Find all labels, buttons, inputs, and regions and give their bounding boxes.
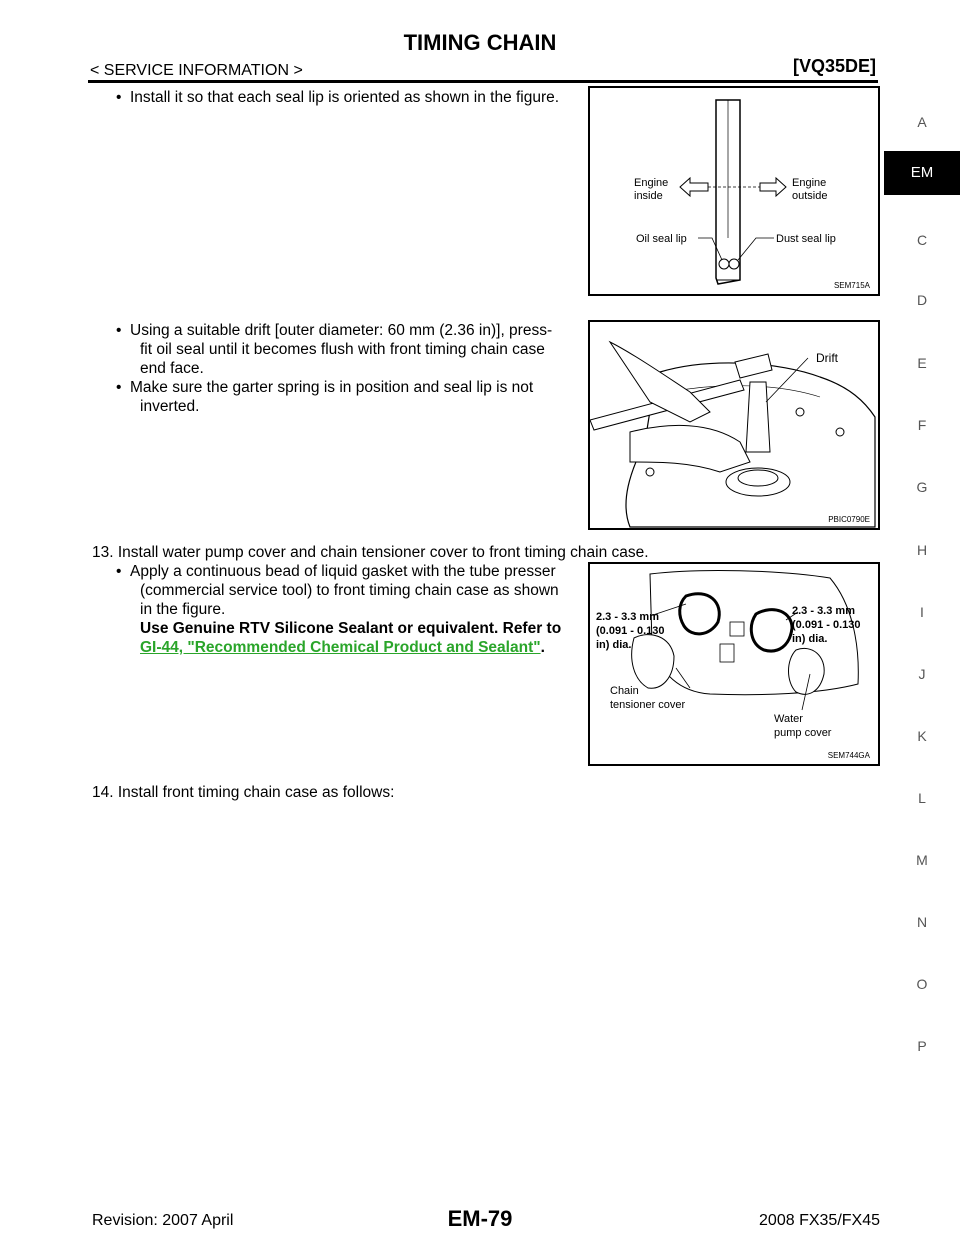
figure-seal-lip [588,86,880,296]
instruction-line: Use Genuine RTV Silicone Sealant or equivalent. Refer to [140,620,562,637]
drift-diagram [590,322,878,528]
label-engine-outside: Engine [792,177,827,189]
label-engine-inside: inside [634,190,663,202]
label-drift: Drift [816,351,838,365]
revision-label: Revision: 2007 April [92,1212,234,1229]
step-13: 13. Install water pump cover and chain tensioner cover to front timing chain case. [92,544,649,561]
model-label: 2008 FX35/FX45 [759,1212,880,1229]
label-engine-inside: Engine [634,177,669,189]
index-tab-h[interactable]: H [916,542,928,558]
step-14: 14. Install front timing chain case as follows: [92,784,395,801]
figure-sealant [588,562,880,766]
section-label: < SERVICE INFORMATION > [90,62,303,79]
index-tab-o[interactable]: O [916,976,928,992]
index-tab-c[interactable]: C [916,232,928,248]
instruction-line: fit oil seal until it becomes flush with front timing chain case [140,341,545,358]
page-title: TIMING CHAIN [403,30,557,55]
index-tab-d[interactable]: D [916,292,928,308]
label-dim-right: (0.091 - 0.130 [792,619,861,631]
index-tab-j[interactable]: J [918,666,926,682]
label-dust-seal-lip: Dust seal lip [776,233,836,245]
label-chain-tensioner: tensioner cover [610,699,686,711]
index-tab-n[interactable]: N [916,914,928,930]
index-tab-m[interactable]: M [916,852,928,868]
label-dim-left: in) dia. [596,639,632,651]
index-tab-em[interactable]: EM [884,151,960,195]
index-tab-p[interactable]: P [917,1038,927,1054]
index-tab-k[interactable]: K [917,728,927,744]
figure-code: SEM744GA [827,751,870,760]
bullet-marker: • [116,379,122,396]
link-period: . [540,639,545,656]
instruction-line: in the figure. [140,601,226,618]
bullet-marker: • [116,563,122,580]
instruction-line: Make sure the garter spring is in position and seal lip is not [130,379,534,396]
index-tab-e[interactable]: E [917,355,927,371]
engine-label: [VQ35DE] [792,56,876,76]
instruction-garter-spring [130,378,575,416]
index-tab-g[interactable]: G [916,479,928,495]
instruction-press-fit [130,321,575,378]
figure-code: PBIC0790E [828,515,870,524]
figure-drift [588,320,880,530]
instruction-line: (commercial service tool) to front timing chain case as shown [140,582,559,599]
page-number: EM-79 [447,1206,513,1231]
index-tab-i[interactable]: I [920,604,924,620]
instruction-seal-lip: Install it so that each seal lip is oriented as shown in the figure. [130,89,560,106]
index-tab-a[interactable]: A [917,114,927,130]
sealant-diagram [590,564,878,764]
label-chain-tensioner: Chain [610,685,639,697]
bullet-marker: • [116,322,122,339]
label-dim-right: in) dia. [792,633,828,645]
instruction-line: end face. [140,360,204,377]
label-dim-left: 2.3 - 3.3 mm [596,611,659,623]
instruction-liquid-gasket [130,562,575,657]
instruction-line [130,638,575,657]
header-divider [88,80,878,83]
instruction-line: Apply a continuous bead of liquid gasket with the tube presser [130,563,556,580]
instruction-line: inverted. [140,398,200,415]
label-water-pump: pump cover [774,727,832,739]
index-tab-f[interactable]: F [917,417,927,433]
label-oil-seal-lip: Oil seal lip [636,233,687,245]
bullet-marker: • [116,89,122,106]
label-engine-outside: outside [792,190,828,202]
figure-code: SEM715A [833,281,870,290]
instruction-line: Using a suitable drift [outer diameter: 60 mm (2.36 in)], press- [130,322,553,339]
label-water-pump: Water [774,713,803,725]
index-tab-l[interactable]: L [918,790,926,806]
seal-lip-diagram [590,88,878,294]
label-dim-left: (0.091 - 0.130 [596,625,665,637]
label-dim-right: 2.3 - 3.3 mm [792,605,855,617]
reference-link[interactable]: GI-44, "Recommended Chemical Product and Sealant" [140,639,541,656]
